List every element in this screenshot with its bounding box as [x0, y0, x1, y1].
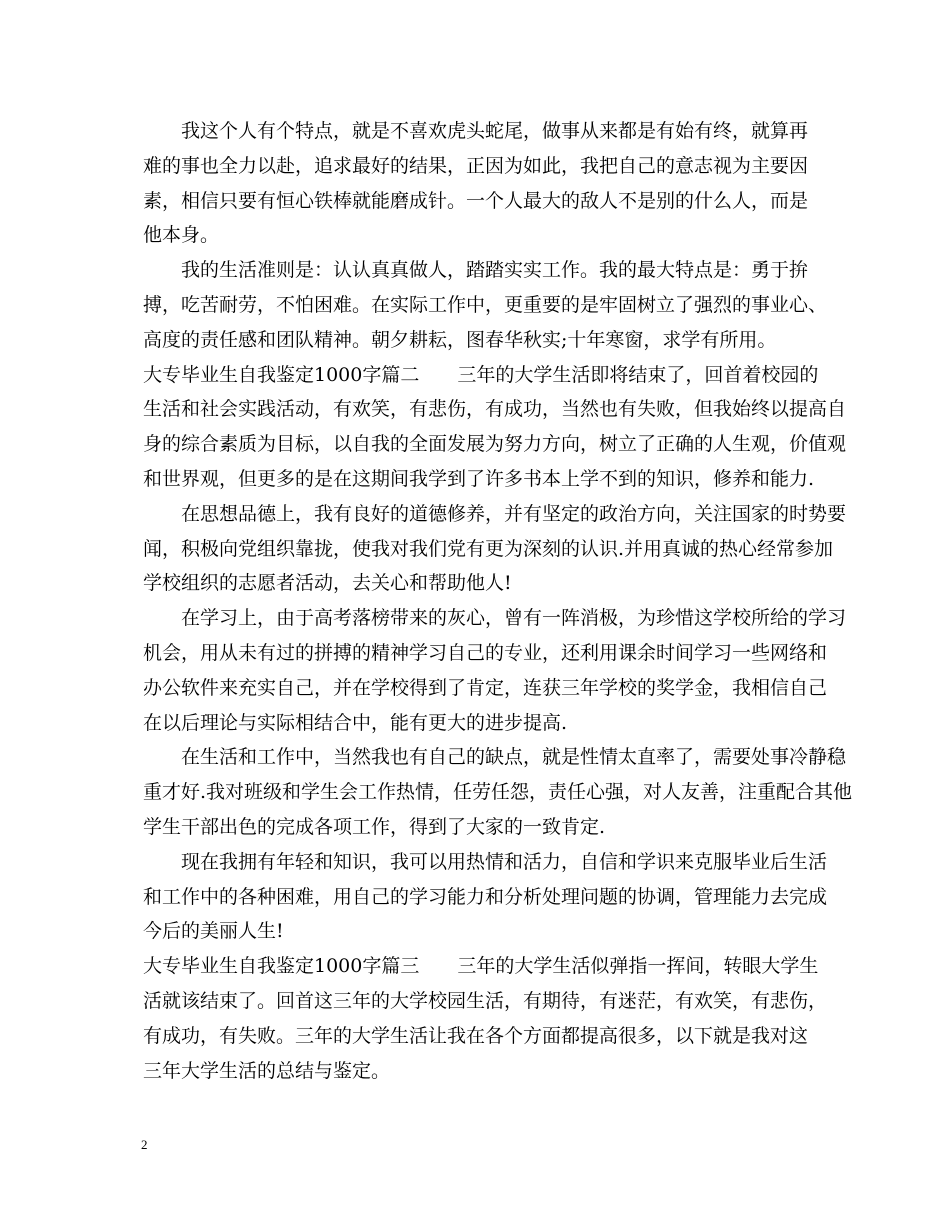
paragraph-line: 重才好.我对班级和学生会工作热情，任劳任怨，责任心强，对人友善，注重配合其他 — [143, 781, 853, 804]
paragraph-line: 三年大学生活的总结与鉴定。 — [143, 1059, 391, 1082]
paragraph-line: 我这个人有个特点，就是不喜欢虎头蛇尾，做事从来都是有始有终，就算再 — [181, 120, 809, 142]
page-number: 2 — [141, 1137, 148, 1152]
paragraph-line: 和工作中的各种困难，用自己的学习能力和分析处理问题的协调，管理能力去完成 — [143, 885, 828, 908]
paragraph-line: 闻，积极向党组织靠拢，使我对我们党有更为深刻的认识.并用真诚的热心经常参加 — [143, 537, 834, 560]
paragraph-line: 高度的责任感和团队精神。朝夕耕耘，图春华秋实;十年寒窗，求学有所用。 — [143, 328, 777, 351]
paragraph-line: 在学习上，由于高考落榜带来的灰心，曾有一阵消极，为珍惜这学校所给的学习 — [181, 607, 847, 630]
paragraph-line: 生活和社会实践活动，有欢笑，有悲伤，有成功，当然也有失败，但我始终以提高自 — [143, 398, 847, 421]
section-heading-line: 大专毕业生自我鉴定1000字篇三 三年的大学生活似弹指一挥间，转眼大学生 — [143, 955, 819, 978]
paragraph-line: 在思想品德上，我有良好的道德修养，并有坚定的政治方向，关注国家的时势要 — [181, 502, 847, 525]
paragraph-line: 活就该结束了。回首这三年的大学校园生活，有期待，有迷茫，有欢笑，有悲伤， — [143, 989, 828, 1012]
paragraph-line: 现在我拥有年轻和知识，我可以用热情和活力，自信和学识来克服毕业后生活 — [181, 850, 828, 873]
paragraph-line: 在生活和工作中，当然我也有自己的缺点，就是性情太直率了，需要处事冷静稳 — [181, 746, 847, 769]
paragraph-line: 办公软件来充实自己，并在学校得到了肯定，连获三年学校的奖学金，我相信自己 — [143, 676, 828, 699]
paragraph-line: 我的生活准则是：认认真真做人，踏踏实实工作。我的最大特点是：勇于拚 — [181, 259, 809, 282]
paragraph-line: 身的综合素质为目标，以自我的全面发展为努力方向，树立了正确的人生观，价值观 — [143, 433, 847, 456]
paragraph-line: 学生干部出色的完成各项工作，得到了大家的一致肯定. — [143, 815, 606, 838]
paragraph-line: 在以后理论与实际相结合中，能有更大的进步提高. — [143, 711, 568, 734]
paragraph-line: 和世界观，但更多的是在这期间我学到了许多书本上学不到的知识，修养和能力. — [143, 467, 815, 490]
section-heading-line: 大专毕业生自我鉴定1000字篇二 三年的大学生活即将结束了，回首着校园的 — [143, 363, 819, 386]
paragraph-line: 难的事也全力以赴，追求最好的结果，正因为如此，我把自己的意志视为主要因 — [143, 154, 809, 177]
paragraph-line: 有成功，有失败。三年的大学生活让我在各个方面都提高很多，以下就是我对这 — [143, 1024, 809, 1047]
paragraph-line: 他本身。 — [143, 224, 220, 247]
paragraph-line: 搏，吃苦耐劳，不怕困难。在实际工作中，更重要的是牢固树立了强烈的事业心、 — [143, 293, 828, 316]
paragraph-line: 素，相信只要有恒心铁棒就能磨成针。一个人最大的敌人不是别的什么人，而是 — [143, 189, 809, 212]
paragraph-line: 机会，用从未有过的拼搏的精神学习自己的专业，还利用课余时间学习一些网络和 — [143, 641, 828, 664]
document-body — [143, 114, 853, 1088]
paragraph-line: 学校组织的志愿者活动，去关心和帮助他人! — [143, 572, 512, 595]
paragraph-line: 今后的美丽人生! — [143, 920, 284, 943]
